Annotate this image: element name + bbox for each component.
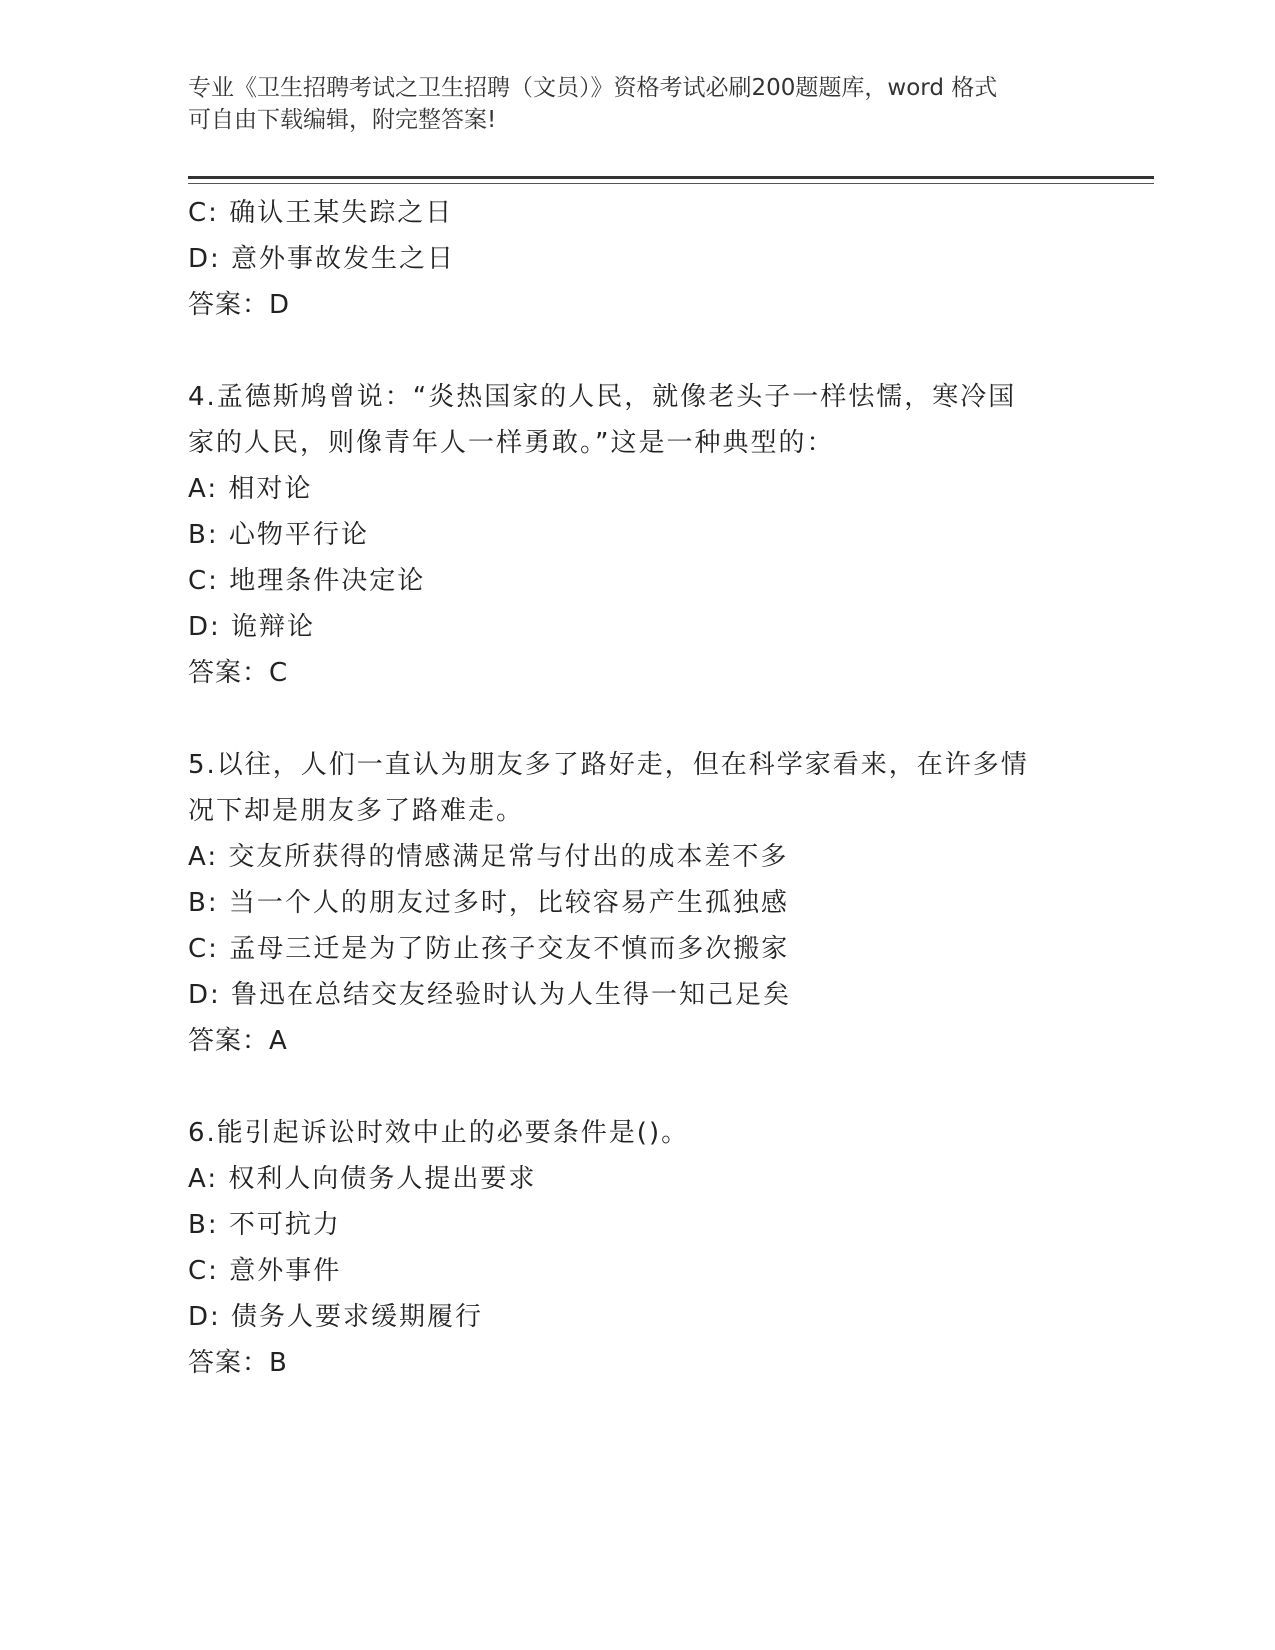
option-b [188,880,1088,926]
document-header [188,72,1068,136]
option-text: 心物平行论 [228,520,369,550]
option-a [188,466,1088,512]
answer-line: 答案：A [188,1026,288,1056]
header-rule-thin [188,183,1154,184]
option-d [188,604,1088,650]
option-letter: A: [188,1164,219,1194]
option-text: 债务人要求缓期履行 [231,1302,484,1332]
option-letter: C: [188,198,219,228]
answer-line: 答案：D [188,290,291,320]
option-text: 确认王某失踪之日 [229,198,454,228]
option-text: 相对论 [228,474,313,504]
header-rule-thick [188,176,1154,179]
option-b [188,1202,1088,1248]
option-a [188,1156,1088,1202]
option-text: 当一个人的朋友过多时，比较容易产生孤独感 [228,888,789,918]
option-text: 权利人向债务人提出要求 [228,1164,537,1194]
option-letter: D: [188,612,221,642]
option-letter: B: [188,520,219,550]
document-body [188,190,1088,1386]
option-letter: D: [188,244,221,274]
answer-line: 答案：C [188,658,289,688]
option-text: 孟母三迁是为了防止孩子交友不慎而多次搬家 [229,934,790,964]
question-stem-line: 4.孟德斯鸠曾说：“炎热国家的人民，就像老头子一样怯懦，寒冷国 [188,382,1017,412]
option-c [188,926,1088,972]
question-stem-line: 家的人民，则像青年人一样勇敢。”这是一种典型的： [188,428,835,458]
option-letter: C: [188,1256,219,1286]
question-5 [188,742,1088,1064]
question-stem-line: 6.能引起诉讼时效中止的必要条件是()。 [188,1118,690,1148]
option-b [188,512,1088,558]
question-6 [188,1110,1088,1386]
option-d [188,236,1088,282]
option-c [188,1248,1088,1294]
option-letter: D: [188,980,221,1010]
question-stem-line: 况下却是朋友多了路难走。 [188,796,525,826]
option-letter: B: [188,1210,219,1240]
option-c [188,190,1088,236]
option-c [188,558,1088,604]
option-text: 交友所获得的情感满足常与付出的成本差不多 [228,842,789,872]
option-letter: B: [188,888,219,918]
option-letter: A: [188,474,219,504]
question-3-continuation [188,190,1088,328]
option-letter: C: [188,566,219,596]
option-text: 不可抗力 [228,1210,341,1240]
option-text: 意外事件 [229,1256,342,1286]
option-text: 诡辩论 [231,612,316,642]
option-d [188,1294,1088,1340]
option-a [188,834,1088,880]
option-text: 意外事故发生之日 [231,244,456,274]
question-4 [188,374,1088,696]
option-d [188,972,1088,1018]
option-text: 鲁迅在总结交友经验时认为人生得一知己足矣 [231,980,792,1010]
header-line-1: 专业《卫生招聘考试之卫生招聘（文员）》资格考试必刷200题题库，word 格式 [188,75,998,101]
header-line-2: 可自由下载编辑，附完整答案! [188,107,497,133]
option-letter: D: [188,1302,221,1332]
option-text: 地理条件决定论 [229,566,426,596]
question-stem-line: 5.以往，人们一直认为朋友多了路好走，但在科学家看来，在许多情 [188,750,1029,780]
option-letter: A: [188,842,219,872]
answer-line: 答案：B [188,1348,288,1378]
option-letter: C: [188,934,219,964]
